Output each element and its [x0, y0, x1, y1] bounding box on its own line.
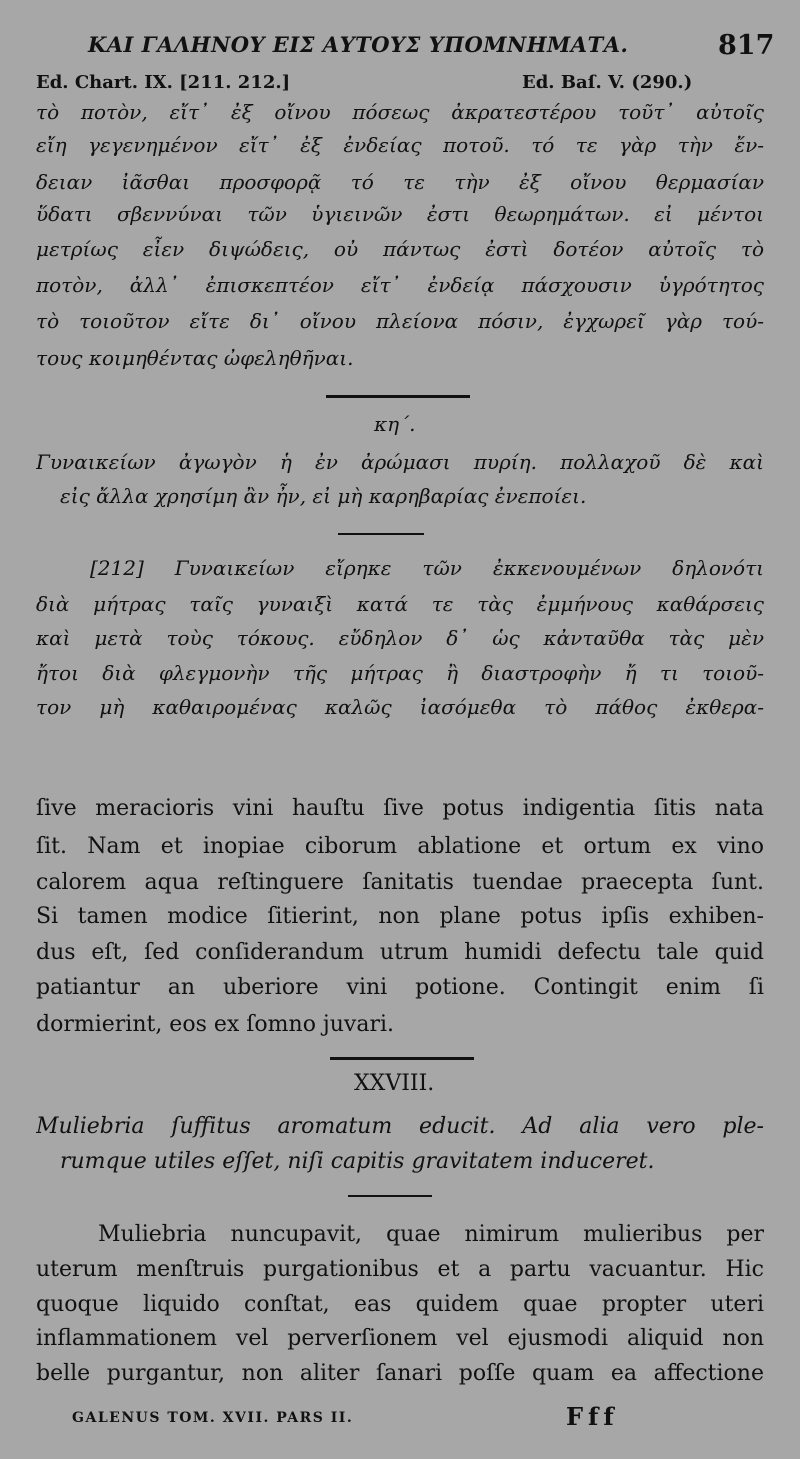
text-line: καὶ μετὰ τοὺς τόκους. εὔδηλον δ᾽ ὡς κἀνταῦθα τὰς μὲν: [36, 626, 764, 650]
text-line: patiantur an uberiore vini potione. Contingit enim ſi: [36, 975, 764, 1000]
text-line: ſit. Nam et inopiae ciborum ablatione et ortum ex vino: [36, 834, 764, 859]
text-line: ἤτοι διὰ φλεγμονὴν τῆς μήτρας ἢ διαστροφὴν ἤ τι τοιοῦ-: [36, 661, 764, 685]
text-line: dormierint, eos ex ſomno juvari.: [36, 1012, 395, 1037]
text-line: Γυναικείων ἀγωγὸν ἡ ἐν ἀρώμασι πυρίη. πολλαχοῦ δὲ καὶ: [36, 450, 764, 474]
text-line: belle purgantur, non aliter ſanari poſſe quam ea affectione: [36, 1361, 764, 1386]
page-number: 817: [718, 30, 775, 61]
text-line: ποτὸν, ἀλλ᾽ ἐπισκεπτέον εἴτ᾽ ἐνδείᾳ πάσχουσιν ὑγρότητος: [36, 273, 764, 297]
text-line: τον μὴ καθαιρομένας καλῶς ἰασόμεθα τὸ πάθος ἐκθερα-: [36, 695, 764, 719]
text-line: Si tamen modice ſitierint, non plane potus ipſis exhiben-: [36, 904, 764, 929]
text-line: Muliebria ſuffitus aromatum educit. Ad alia vero ple-: [36, 1114, 764, 1139]
section-divider: [330, 1057, 474, 1060]
text-line: εἴη γεγενημένον εἴτ᾽ ἐξ ἐνδείας ποτοῦ. τό τε γὰρ τὴν ἔν-: [36, 133, 764, 157]
section-divider: [326, 395, 470, 398]
text-line: Muliebria nuncupavit, quae nimirum mulieribus per: [98, 1222, 764, 1247]
section-divider: [348, 1195, 432, 1197]
greek-section-number: κη΄.: [374, 412, 416, 436]
latin-section-number: XXVIII.: [354, 1071, 435, 1096]
text-line: calorem aqua reſtinguere ſanitatis tuendae praecepta ſunt.: [36, 870, 764, 895]
running-title: ΚΑΙ ΓΑΛΗΝΟΥ ΕΙΣ ΑΥΤΟΥΣ ΥΠΟΜΝΗΜΑΤΑ.: [88, 32, 629, 57]
edition-reference-basel: Ed. Baſ. V. (290.): [522, 72, 693, 93]
text-line: μετρίως εἶεν διψώδεις, οὐ πάντως ἐστὶ δοτέον αὐτοῖς τὸ: [36, 237, 764, 261]
footer-signature: GALENUS TOM. XVII. PARS II.: [72, 1410, 354, 1426]
text-line: τους κοιμηθέντας ὠφεληθῆναι.: [36, 346, 354, 370]
text-line: [212] Γυναικείων εἴρηκε τῶν ἐκκενουμένων δηλονότι: [90, 556, 764, 580]
section-divider: [338, 533, 424, 535]
text-line: rumque utiles eſſet, niſi capitis gravitatem induceret.: [60, 1149, 655, 1174]
edition-reference-chartier: Ed. Chart. IX. [211. 212.]: [36, 72, 291, 93]
text-line: inflammationem vel perverſionem vel ejusmodi aliquid non: [36, 1326, 764, 1351]
text-line: εἰς ἄλλα χρησίμη ἂν ἦν, εἰ μὴ καρηβαρίας ἐνεποίει.: [60, 484, 587, 508]
text-line: ſive meracioris vini hauſtu ſive potus indigentia ſitis nata: [36, 796, 764, 821]
text-line: uterum menſtruis purgationibus et a partu vacuantur. Hic: [36, 1257, 764, 1282]
text-line: δειαν ἰᾶσθαι προσφορᾷ τό τε τὴν ἐξ οἴνου θερμασίαν: [36, 170, 764, 194]
text-line: ὕδατι σβεννύναι τῶν ὑγιεινῶν ἐστι θεωρημάτων. εἰ μέντοι: [36, 202, 764, 226]
text-line: quoque liquido conſtat, eas quidem quae propter uteri: [36, 1292, 764, 1317]
text-line: διὰ μήτρας ταῖς γυναιξὶ κατά τε τὰς ἐμμήνους καθάρσεις: [36, 592, 764, 616]
text-line: dus eſt, ſed conſiderandum utrum humidi defectu tale quid: [36, 940, 764, 965]
text-line: τὸ τοιοῦτον εἴτε δι᾽ οἴνου πλείονα πόσιν, ἐγχωρεῖ γὰρ τού-: [36, 309, 764, 333]
text-line: τὸ ποτὸν, εἴτ᾽ ἐξ οἴνου πόσεως ἀκρατεστέρου τοῦτ᾽ αὐτοῖς: [36, 100, 764, 124]
gathering-mark: Fff: [566, 1402, 619, 1431]
